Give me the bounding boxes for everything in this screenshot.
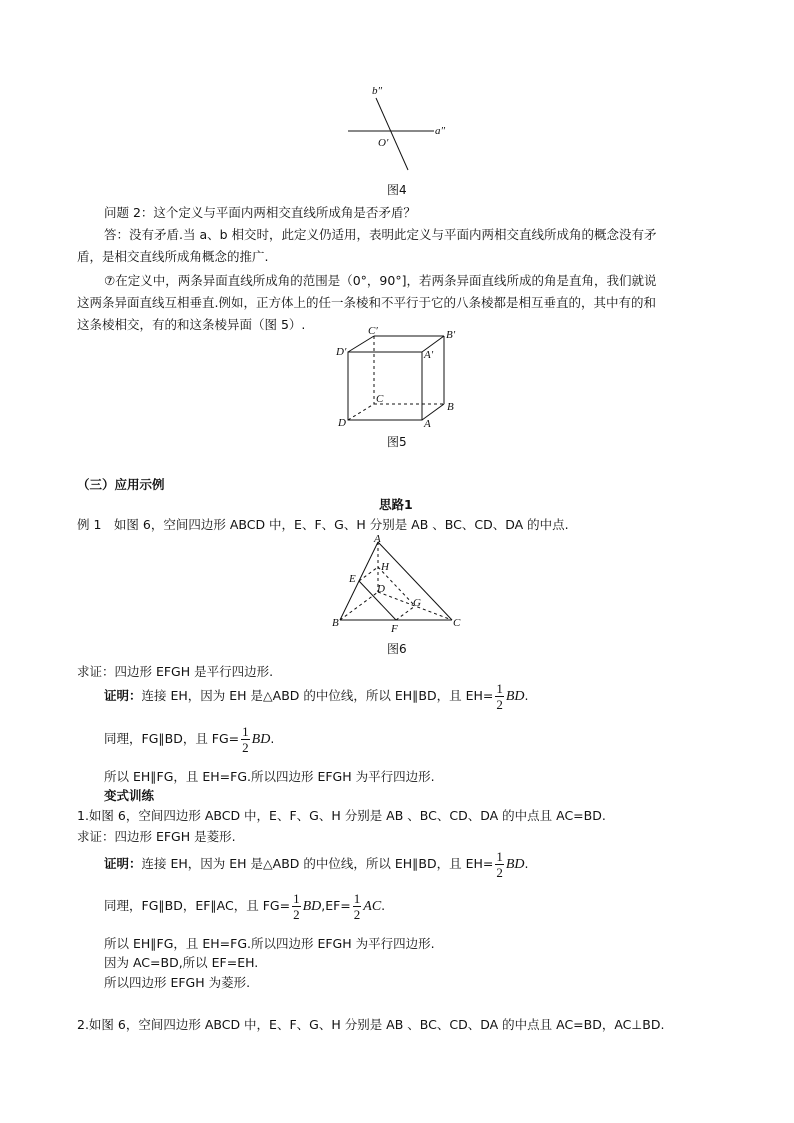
proof-text: 连接 EH，因为 EH 是△ABD 的中位线，所以 EH∥BD，且 EH=: [141, 688, 494, 703]
edge-bd: [340, 592, 378, 620]
example-1-proof-line3: 所以 EH∥FG，且 EH=FG.所以四边形 EFGH 为平行四边形.: [104, 769, 435, 784]
cube-front-face: [348, 352, 422, 420]
proof-text: 同理，FG∥BD，EF∥AC，且 FG=: [104, 898, 291, 913]
note-7-line3: 这条棱相交，有的和这条棱异面（图 5）.: [77, 317, 306, 332]
label-d: D: [338, 417, 346, 429]
proof-text: 同理，FG∥BD，且 FG=: [104, 731, 240, 746]
figure-5-caption: 图5: [387, 435, 407, 449]
label-b: B: [447, 401, 454, 413]
variant-proof-line2: 同理，FG∥BD，EF∥AC，且 FG= $\frac{1}{2}$ BD,EF= $\frac{1}{2}$ AC.: [104, 891, 386, 922]
example-1-prove: 求证：四边形 EFGH 是平行四边形.: [77, 664, 274, 679]
label-c: C: [376, 393, 384, 405]
label-b: b″: [372, 85, 383, 97]
math-bd: BD: [251, 732, 271, 747]
section-heading: （三）应用示例: [77, 477, 165, 492]
variant-q1: 1.如图 6，空间四边形 ABCD 中，E、F、G、H 分别是 AB 、BC、CD、DA 的中点且 AC=BD.: [77, 808, 606, 823]
example-1-proof-line2: 同理，FG∥BD，且 FG= $\frac{1}{2}$ BD.: [104, 724, 275, 755]
label-d1: D′: [336, 346, 347, 358]
line-b: [376, 98, 408, 170]
label-a: A: [374, 534, 381, 545]
section-subheading: 思路1: [379, 497, 413, 512]
label-c1: C′: [368, 325, 378, 337]
fraction-half: $\frac{1}{2}$: [496, 849, 503, 880]
variant-proof-line3: 所以 EH∥FG，且 EH=FG.所以四边形 EFGH 为平行四边形.: [104, 936, 435, 951]
fraction-half: $\frac{1}{2}$: [496, 681, 503, 712]
variant-proof-line4: 因为 AC=BD,所以 EF=EH.: [104, 955, 259, 970]
answer-2-line1: 答：没有矛盾.当 a、b 相交时，此定义仍适用，表明此定义与平面内两相交直线所成角的概念没有矛: [104, 227, 657, 242]
fraction-half: $\frac{1}{2}$: [293, 891, 300, 922]
figure-5: [330, 324, 470, 434]
label-a1: A′: [424, 349, 434, 361]
label-c: C: [453, 617, 461, 629]
variant-q2: 2.如图 6，空间四边形 ABCD 中，E、F、G、H 分别是 AB 、BC、CD、DA 的中点且 AC=BD，AC⊥BD.: [77, 1017, 665, 1032]
note-7-line1: ⑦在定义中，两条异面直线所成角的范围是（0°，90°]，若两条异面直线所成的角是直角，我们就说: [104, 273, 657, 288]
segment-eh: [359, 567, 378, 581]
proof-label: 证明：: [104, 856, 142, 871]
answer-2-line2: 盾，是相交直线所成角概念的推广.: [77, 249, 269, 264]
figure-4-caption: 图4: [387, 183, 407, 197]
proof-text: 连接 EH，因为 EH 是△ABD 的中位线，所以 EH∥BD，且 EH=: [141, 856, 494, 871]
cube-hidden-edge: [348, 404, 374, 420]
math-bd: BD: [505, 857, 525, 872]
figure-4: [340, 82, 460, 174]
variant-heading: 变式训练: [104, 788, 155, 803]
example-1-statement: 例 1 如图 6，空间四边形 ABCD 中，E、F、G、H 分别是 AB 、BC、CD、DA 的中点.: [77, 517, 569, 532]
label-b: B: [332, 617, 339, 629]
math-bd: BD: [302, 899, 322, 914]
math-ac: AC: [363, 899, 382, 914]
label-f: F: [391, 623, 398, 635]
label-d: D: [377, 583, 385, 595]
label-a: a″: [435, 125, 446, 137]
example-1-proof-line1: 证明：连接 EH，因为 EH 是△ABD 的中位线，所以 EH∥BD，且 EH= $\frac{1}{2}$ BD.: [104, 681, 529, 712]
label-h: H: [381, 561, 389, 573]
fraction-half: $\frac{1}{2}$: [353, 891, 361, 922]
proof-label: 证明：: [104, 688, 142, 703]
label-g: G: [413, 597, 421, 609]
variant-proof-line5: 所以四边形 EFGH 为菱形.: [104, 975, 251, 990]
cube-edge: [348, 336, 374, 352]
question-2: 问题 2：这个定义与平面内两相交直线所成角是否矛盾？: [104, 205, 416, 220]
math-bd: BD: [505, 689, 525, 704]
label-e: E: [349, 573, 356, 585]
figure-6: [328, 534, 468, 638]
label-a: A: [424, 418, 431, 430]
figure-6-caption: 图6: [387, 642, 407, 656]
variant-q1-prove: 求证：四边形 EFGH 是菱形.: [77, 829, 236, 844]
fraction-half: $\frac{1}{2}$: [242, 724, 249, 755]
label-b1: B′: [446, 329, 456, 341]
label-o: O′: [378, 137, 389, 149]
variant-proof-line1: 证明：连接 EH，因为 EH 是△ABD 的中位线，所以 EH∥BD，且 EH= $\frac{1}{2}$ BD.: [104, 849, 529, 880]
note-7-line2: 这两条异面直线互相垂直.例如，正方体上的任一条棱和不平行于它的八条棱都是相互垂直的，其中有的和: [77, 295, 656, 310]
